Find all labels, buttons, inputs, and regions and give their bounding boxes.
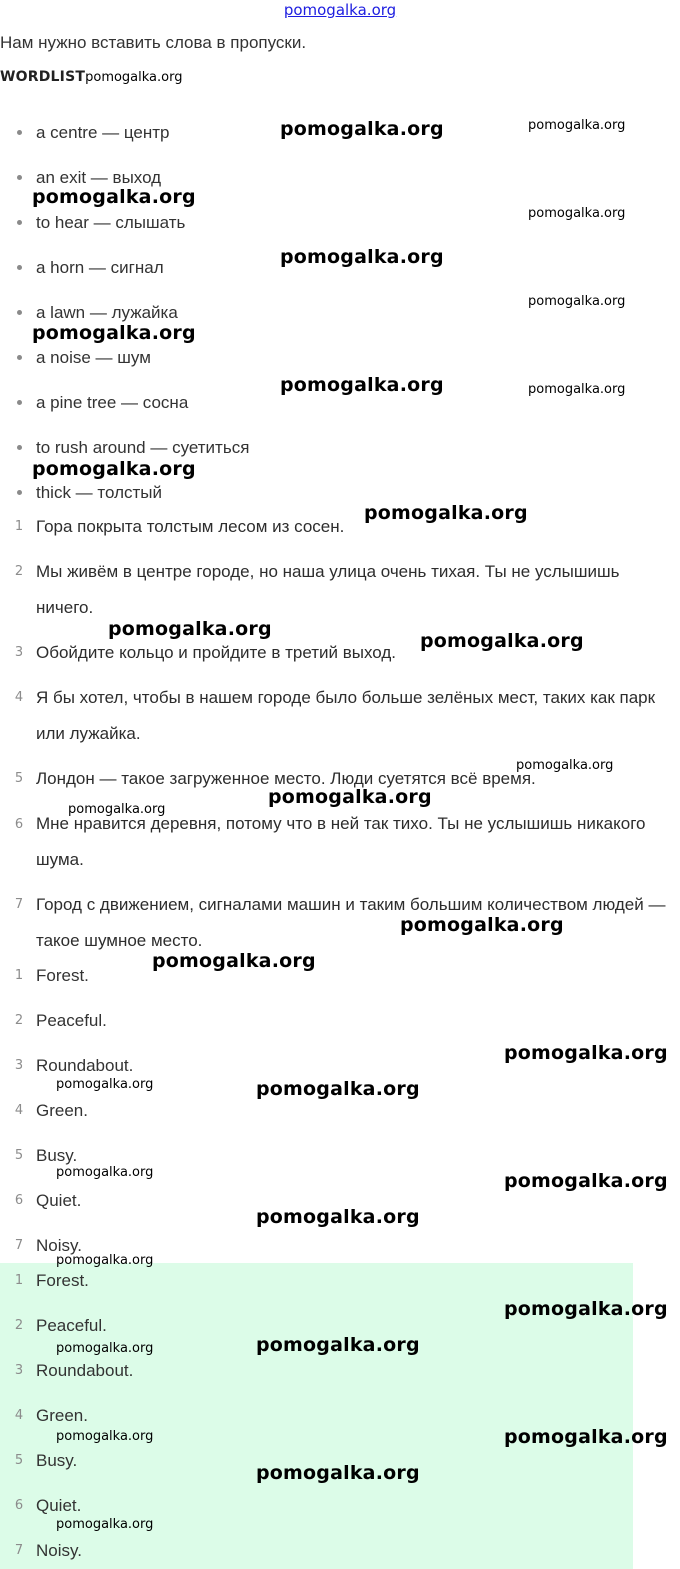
wordlist-item: a pine tree — сосна — [36, 393, 189, 412]
sentence-number: 7 — [14, 897, 24, 912]
answer-number: 3 — [14, 1058, 24, 1073]
answer-number: 2 — [14, 1318, 24, 1333]
answer-text: Noisy. — [36, 1236, 82, 1255]
answer-text: Roundabout. — [36, 1361, 134, 1380]
watermark: pomogalka.org — [32, 186, 196, 208]
answer-text: Quiet. — [36, 1191, 82, 1210]
watermark: pomogalka.org — [56, 1429, 154, 1444]
watermark: pomogalka.org — [400, 914, 564, 936]
watermark: pomogalka.org — [528, 206, 626, 221]
watermark: pomogalka.org — [32, 458, 196, 480]
bullet-icon — [17, 265, 22, 270]
watermark: pomogalka.org — [85, 70, 183, 85]
wordlist-title: WORDLIST — [0, 69, 86, 85]
wordlist-item: to hear — слышать — [36, 213, 186, 232]
answer-number: 1 — [14, 1273, 24, 1288]
answer-number: 3 — [14, 1363, 24, 1378]
watermark: pomogalka.org — [56, 1165, 154, 1180]
sentence-number: 1 — [14, 519, 24, 534]
answer-number: 7 — [14, 1238, 24, 1253]
watermark: pomogalka.org — [256, 1206, 420, 1228]
wordlist-item: a horn — сигнал — [36, 258, 164, 277]
intro-text: Нам нужно вставить слова в пропуски. — [0, 33, 307, 52]
sentence-text: Обойдите кольцо и пройдите в третий выход. — [36, 643, 396, 662]
answer-number: 4 — [14, 1408, 24, 1423]
wordlist-item: to rush around — суетиться — [36, 438, 250, 457]
watermark: pomogalka.org — [56, 1341, 154, 1356]
watermark: pomogalka.org — [280, 246, 444, 268]
answer-number: 5 — [14, 1148, 24, 1163]
watermark: pomogalka.org — [56, 1517, 154, 1532]
answer-number: 7 — [14, 1543, 24, 1558]
watermark: pomogalka.org — [504, 1426, 668, 1448]
watermark: pomogalka.org — [280, 374, 444, 396]
bullet-icon — [17, 175, 22, 180]
answer-text: Green. — [36, 1406, 88, 1425]
answer-text: Busy. — [36, 1146, 78, 1165]
watermark: pomogalka.org — [268, 786, 432, 808]
sentence-number: 6 — [14, 817, 24, 832]
watermark: pomogalka.org — [528, 118, 626, 133]
wordlist-item: thick — толстый — [36, 483, 162, 502]
watermark: pomogalka.org — [504, 1042, 668, 1064]
answer-number: 5 — [14, 1453, 24, 1468]
answer-number: 6 — [14, 1498, 24, 1513]
watermark: pomogalka.org — [528, 294, 626, 309]
bullet-icon — [17, 490, 22, 495]
answer-text: Peaceful. — [36, 1011, 107, 1030]
answer-number: 4 — [14, 1103, 24, 1118]
watermark: pomogalka.org — [280, 118, 444, 140]
answer-text: Noisy. — [36, 1541, 82, 1560]
watermark: pomogalka.org — [256, 1078, 420, 1100]
wordlist-item: a noise — шум — [36, 348, 151, 367]
bullet-icon — [17, 310, 22, 315]
watermark: pomogalka.org — [528, 382, 626, 397]
watermark: pomogalka.org — [256, 1462, 420, 1484]
watermark: pomogalka.org — [152, 950, 316, 972]
sentence-text: Лондон — такое загруженное место. Люди суетятся всё время. — [36, 769, 536, 788]
site-link[interactable]: pomogalka.org — [283, 1, 397, 19]
watermark: pomogalka.org — [56, 1253, 154, 1268]
bullet-icon — [17, 355, 22, 360]
watermark: pomogalka.org — [504, 1298, 668, 1320]
watermark: pomogalka.org — [420, 630, 584, 652]
answer-text: Forest. — [36, 1271, 89, 1290]
sentence-text: Я бы хотел, чтобы в нашем городе было больше зелёных мест, таких как парк или лужайка. — [36, 688, 656, 743]
watermark: pomogalka.org — [68, 802, 166, 817]
answer-number: 1 — [14, 968, 24, 983]
wordlist-heading — [0, 69, 182, 85]
sentence-number: 4 — [14, 690, 24, 705]
watermark: pomogalka.org — [504, 1170, 668, 1192]
sentence-number: 2 — [14, 564, 24, 579]
answer-text: Busy. — [36, 1451, 78, 1470]
sentence-number: 3 — [14, 645, 24, 660]
watermark: pomogalka.org — [32, 322, 196, 344]
answer-text: Quiet. — [36, 1496, 82, 1515]
bullet-icon — [17, 445, 22, 450]
watermark: pomogalka.org — [256, 1334, 420, 1356]
answer-text: Green. — [36, 1101, 88, 1120]
answer-number: 2 — [14, 1013, 24, 1028]
watermark: pomogalka.org — [364, 502, 528, 524]
watermark: pomogalka.org — [56, 1077, 154, 1092]
bullet-icon — [17, 130, 22, 135]
watermark: pomogalka.org — [108, 618, 272, 640]
sentence-number: 5 — [14, 771, 24, 786]
sentence-text: Гора покрыта толстым лесом из сосен. — [36, 517, 345, 536]
answer-text: Forest. — [36, 966, 89, 985]
sentence-text: Город с движением, сигналами машин и таким большим количеством людей — такое шумное место. — [36, 895, 666, 950]
answer-text: Roundabout. — [36, 1056, 134, 1075]
answer-text: Peaceful. — [36, 1316, 107, 1335]
bullet-icon — [17, 400, 22, 405]
answer-number: 6 — [14, 1193, 24, 1208]
wordlist-item: an exit — выход — [36, 168, 162, 187]
bullet-icon — [17, 220, 22, 225]
watermark: pomogalka.org — [516, 758, 614, 773]
wordlist-item: a lawn — лужайка — [36, 303, 178, 322]
sentence-text: Мы живём в центре городе, но наша улица очень тихая. Ты не услышишь ничего. — [36, 562, 620, 617]
sentence-text: Мне нравится деревня, потому что в ней так тихо. Ты не услышишь никакого шума. — [36, 814, 646, 869]
wordlist-item: a centre — центр — [36, 123, 170, 142]
